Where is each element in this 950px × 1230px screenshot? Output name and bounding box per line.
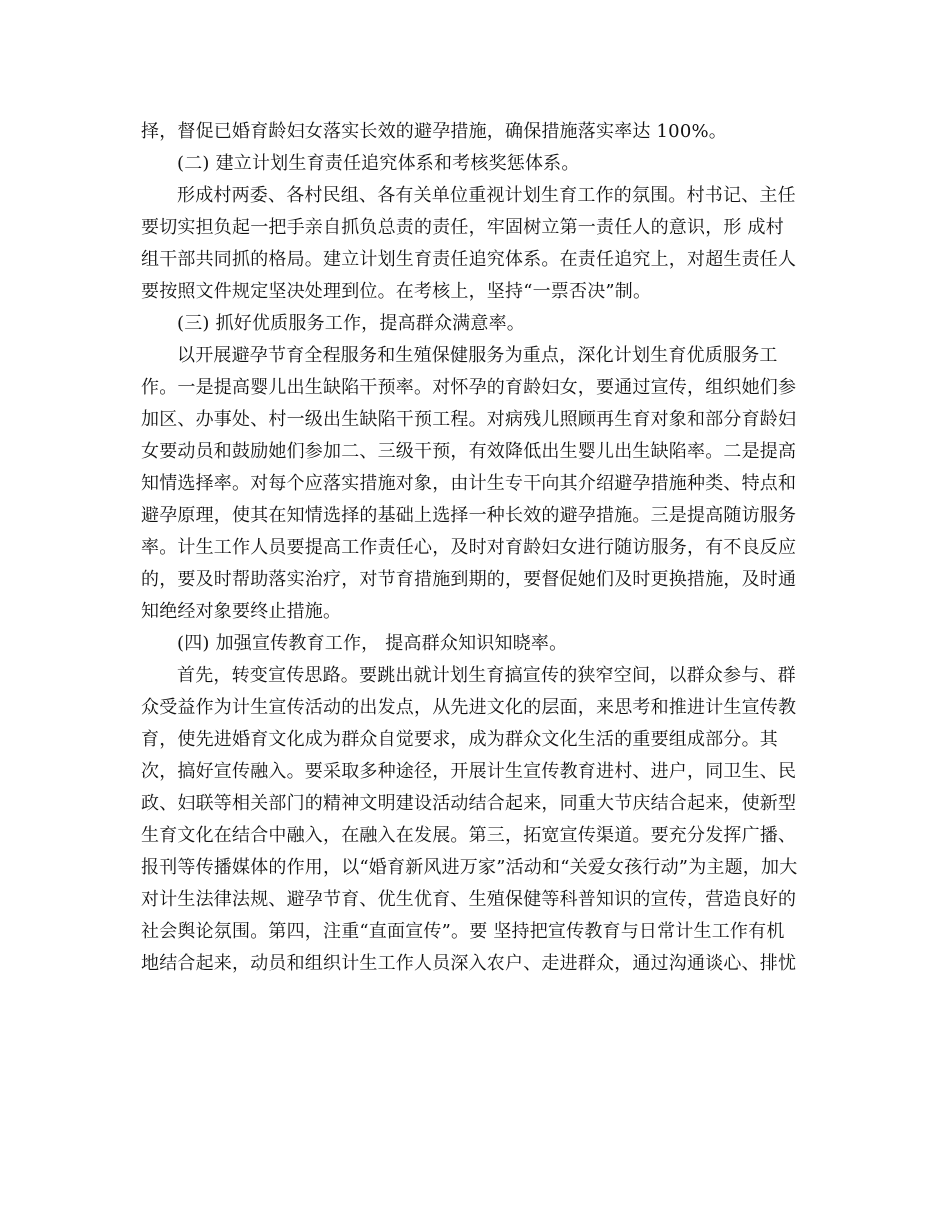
text-line: 要按照文件规定坚决处理到位。在考核上，坚持“一票否决”制。	[141, 281, 652, 302]
document-body	[141, 116, 813, 980]
text-line: 组干部共同抓的格局。建立计划生育责任追究体系。在责任追究上，对超生责任人	[141, 249, 797, 270]
text-line: 择，督促已婚育龄妇女落实长效的避孕措施，确保措施落实率达 100%。	[141, 121, 727, 142]
section-heading: (三) 抓好优质服务工作，提高群众满意率。	[177, 313, 525, 334]
text-line: 的，要及时帮助落实治疗，对节育措施到期的，要督促她们及时更换措施，及时通	[141, 569, 797, 590]
section-heading: (四) 加强宣传教育工作， 提高群众知识知晓率。	[177, 633, 568, 654]
text-line: 对计生法律法规、避孕节育、优生优育、生殖保健等科普知识的宣传，营造良好的	[141, 889, 797, 910]
text-line: 率。计生工作人员要提高工作责任心，及时对育龄妇女进行随访服务，有不良反应	[141, 537, 797, 558]
text-line: 以开展避孕节育全程服务和生殖保健服务为重点，深化计划生育优质服务工	[177, 345, 778, 366]
text-line: 女要动员和鼓励她们参加二、三级干预，有效降低出生婴儿出生缺陷率。二是提高	[141, 441, 797, 462]
text-line: 地结合起来，动员和组织计生工作人员深入农户、走进群众，通过沟通谈心、排忧	[141, 953, 797, 974]
text-line: 政、妇联等相关部门的精神文明建设活动结合起来，同重大节庆结合起来，使新型	[141, 793, 797, 814]
text-line: 报刊等传播媒体的作用，以“婚育新风进万家”活动和“关爱女孩行动”为主题，加大	[141, 857, 798, 878]
text-line: 首先，转变宣传思路。要跳出就计划生育搞宣传的狭窄空间，以群众参与、群	[177, 665, 796, 686]
text-line: 众受益作为计生宣传活动的出发点，从先进文化的层面，来思考和推进计生宣传教	[141, 697, 797, 718]
text-line: 育，使先进婚育文化成为群众自觉要求，成为群众文化生活的重要组成部分。其	[141, 729, 778, 750]
text-line: 要切实担负起一把手亲自抓负总责的责任，牢固树立第一责任人的意识，形 成村	[141, 217, 784, 238]
text-line: 社会舆论氛围。第四，注重“直面宣传”。要 坚持把宣传教育与日常计生工作有机	[141, 921, 785, 942]
text-line: 生育文化在结合中融入，在融入在发展。第三，拓宽宣传渠道。要充分发挥广播、	[141, 825, 797, 846]
text-line: 知绝经对象要终止措施。	[141, 601, 342, 622]
text-line: 作。一是提高婴儿出生缺陷干预率。对怀孕的育龄妇女，要通过宣传，组织她们参	[141, 377, 797, 398]
text-line: 形成村两委、各村民组、各有关单位重视计划生育工作的氛围。村书记、主任	[177, 185, 796, 206]
section-heading: (二) 建立计划生育责任追究体系和考核奖惩体系。	[177, 153, 580, 174]
text-line: 避孕原理，使其在知情选择的基础上选择一种长效的避孕措施。三是提高随访服务	[141, 505, 797, 526]
text-line: 次，搞好宣传融入。要采取多种途径，开展计生宣传教育进村、进户，同卫生、民	[141, 761, 797, 782]
text-line: 加区、办事处、村一级出生缺陷干预工程。对病残儿照顾再生育对象和部分育龄妇	[141, 409, 797, 430]
text-line: 知情选择率。对每个应落实措施对象，由计生专干向其介绍避孕措施种类、特点和	[141, 473, 797, 494]
